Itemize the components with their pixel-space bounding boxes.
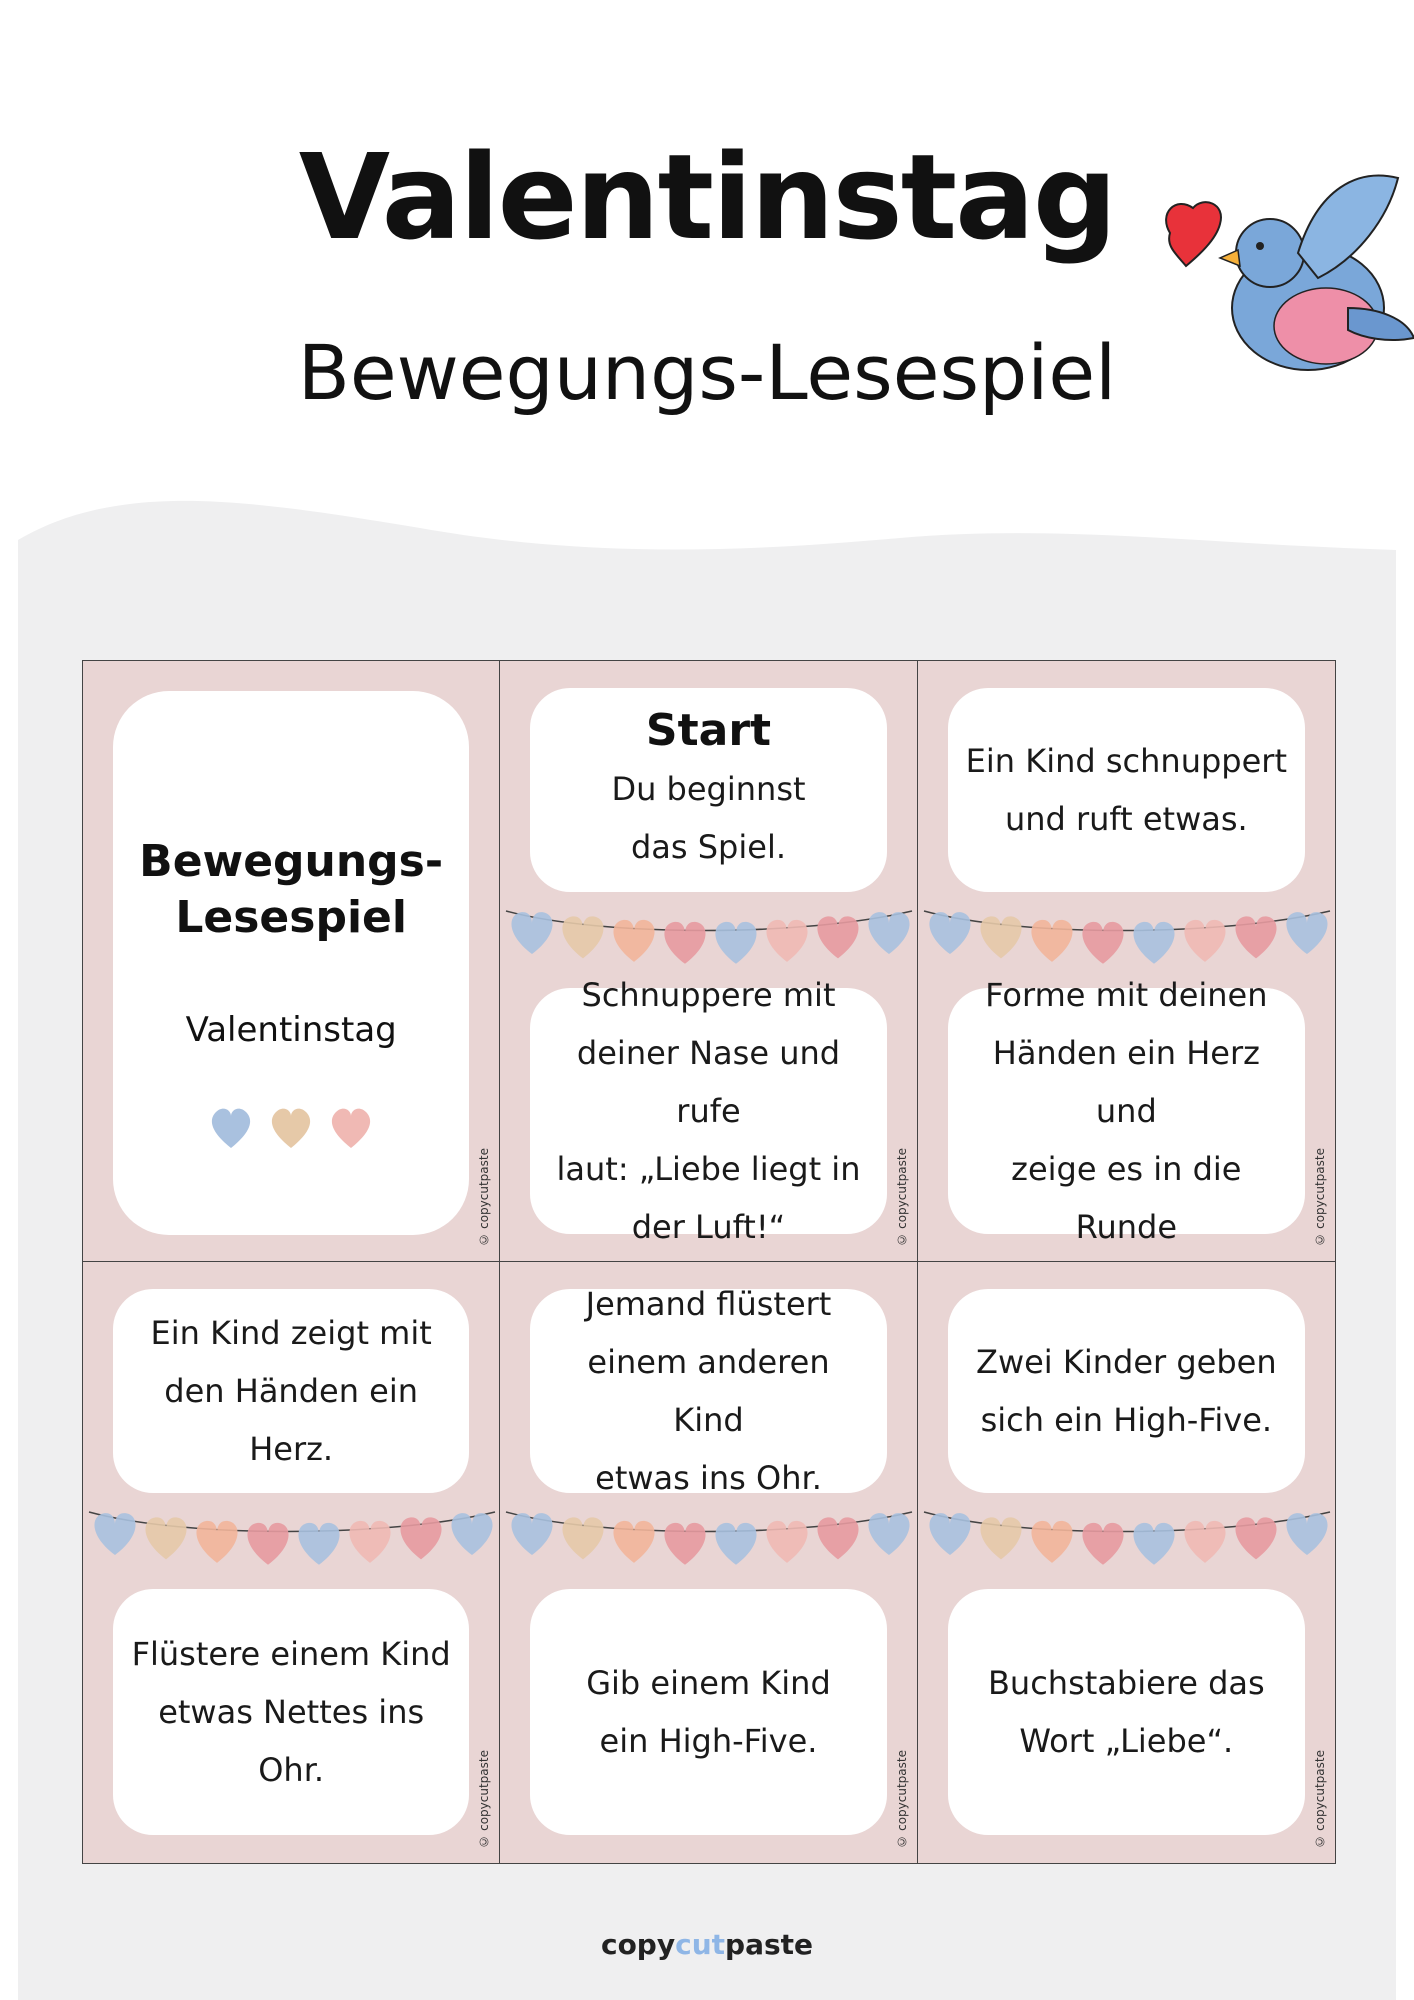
garland-heart — [869, 912, 910, 954]
garland-heart — [1184, 1521, 1225, 1563]
garland-heart — [1286, 912, 1327, 954]
card-bottom-panel — [948, 1589, 1305, 1835]
card-bottom-text: Gib einem Kind ein High-Five. — [586, 1664, 831, 1760]
card — [500, 661, 917, 1262]
copyright-label: © copycutpaste — [477, 1750, 492, 1849]
card-bottom-text: Forme mit deinen Händen ein Herz und zeige es in die Runde — [985, 976, 1268, 1246]
card — [83, 1262, 500, 1863]
cover-title: Bewegungs- Lesespiel — [139, 836, 444, 943]
garland-heart — [1082, 1523, 1123, 1565]
card-bottom-text: Flüstere einem Kind etwas Nettes ins Ohr. — [131, 1635, 451, 1789]
card-bottom-panel — [948, 976, 1305, 1246]
card-top-text: Du beginnst das Spiel. — [611, 769, 806, 866]
garland-heart — [298, 1523, 339, 1565]
garland-heart — [869, 1513, 910, 1555]
heart-garland-icon — [920, 1498, 1334, 1588]
card-top-text: Ein Kind schnuppert und ruft etwas. — [965, 742, 1287, 838]
cover-subtitle: Valentinstag — [185, 1010, 397, 1050]
card-top-text: Zwei Kinder geben sich ein High-Five. — [976, 1343, 1277, 1439]
garland-heart — [929, 912, 970, 954]
card-top-panel — [530, 688, 886, 892]
copyright-label: © copycutpaste — [1313, 1750, 1327, 1849]
garland-heart — [716, 1523, 757, 1565]
card-cover — [83, 661, 500, 1262]
card-top-text: Jemand flüstert einem anderen Kind etwas ins Ohr. — [585, 1285, 832, 1497]
card-top-text: Ein Kind zeigt mit den Händen ein Herz. — [150, 1314, 432, 1468]
garland-heart — [767, 920, 808, 962]
brand-logo — [0, 1928, 1414, 1961]
copyright-label: © copycutpaste — [477, 1148, 492, 1247]
copyright-label: © copycutpaste — [894, 1750, 909, 1849]
brand-cut: cut — [675, 1928, 726, 1961]
card-bottom-text: Schnuppere mit deiner Nase und rufe laut: „Liebe liegt in der Luft!“ — [556, 976, 861, 1246]
brand-paste: paste — [725, 1928, 814, 1961]
garland-heart — [614, 1521, 655, 1563]
heart-garland-icon — [85, 1498, 499, 1588]
card — [918, 661, 1335, 1262]
page-title: Valentinstag — [298, 128, 1116, 266]
cover-panel — [113, 691, 469, 1235]
garland-heart — [665, 922, 706, 964]
garland-heart — [1184, 920, 1225, 962]
garland-heart — [94, 1513, 135, 1555]
bluebird-with-heart-icon — [1148, 158, 1414, 398]
heart-garland-icon — [502, 1498, 916, 1588]
start-heading: Start — [645, 704, 772, 756]
garland-heart — [512, 1513, 553, 1555]
card-bottom-panel — [113, 1589, 469, 1835]
card — [500, 1262, 917, 1863]
garland-heart — [145, 1517, 186, 1559]
garland-heart — [563, 916, 604, 958]
garland-heart — [767, 1521, 808, 1563]
brand-copy: copy — [600, 1928, 676, 1961]
garland-heart — [247, 1523, 288, 1565]
garland-heart — [349, 1521, 390, 1563]
garland-heart — [563, 1517, 604, 1559]
garland-heart — [980, 916, 1021, 958]
card — [918, 1262, 1335, 1863]
garland-heart — [196, 1521, 237, 1563]
card-top-panel — [948, 1289, 1305, 1493]
garland-heart — [1031, 1521, 1072, 1563]
copyright-label: © copycutpaste — [1313, 1148, 1327, 1247]
card-top-panel — [530, 1285, 886, 1497]
garland-heart — [451, 1513, 492, 1555]
garland-heart — [1082, 922, 1123, 964]
garland-heart — [929, 1513, 970, 1555]
garland-heart — [716, 922, 757, 964]
copyright-label: © copycutpaste — [894, 1148, 909, 1247]
garland-heart — [665, 1523, 706, 1565]
garland-heart — [512, 912, 553, 954]
card-top-panel — [113, 1289, 469, 1493]
card-bottom-panel — [530, 1589, 886, 1835]
garland-heart — [1133, 1523, 1174, 1565]
three-hearts-icon — [206, 1102, 376, 1152]
page-subtitle: Bewegungs-Lesespiel — [297, 328, 1117, 417]
garland-heart — [614, 920, 655, 962]
garland-heart — [1286, 1513, 1327, 1555]
garland-heart — [1133, 922, 1174, 964]
garland-heart — [980, 1517, 1021, 1559]
card-top-panel — [948, 688, 1305, 892]
card-sheet — [82, 660, 1336, 1864]
card-bottom-panel — [530, 976, 886, 1246]
garland-heart — [1031, 920, 1072, 962]
card-bottom-text: Buchstabiere das Wort „Liebe“. — [987, 1664, 1265, 1760]
